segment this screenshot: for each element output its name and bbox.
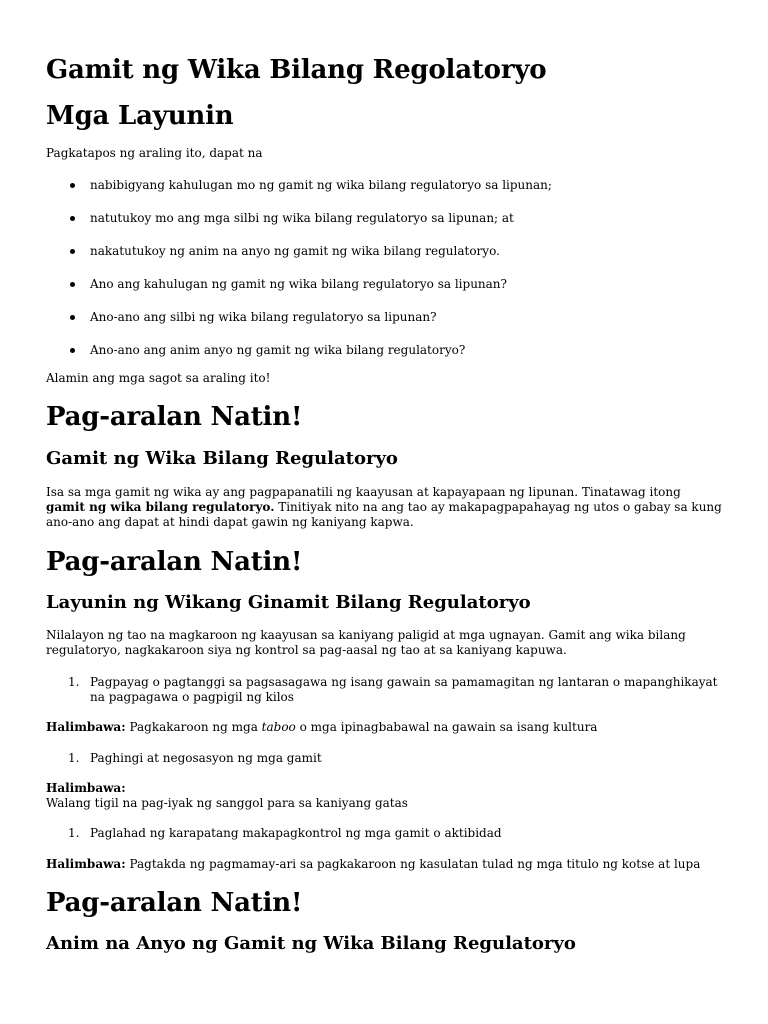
section2-heading: Pag-aralan Natin! <box>46 547 303 577</box>
bullet-icon <box>70 249 75 254</box>
numbered-list <box>46 751 722 766</box>
example-text: Halimbawa: Walang tigil na pag-iyak ng sanggol para sa kaniyang gatas <box>46 781 408 810</box>
section3-heading: Pag-aralan Natin! <box>46 888 303 918</box>
section1-subheading: Gamit ng Wika Bilang Regulatoryo <box>46 448 398 469</box>
section1-paragraph: Isa sa mga gamit ng wika ay ang pagpapanatili ng kaayusan at kapayapaan ng lipunan. Tinatawag itong gamit ng wika bilang regulatoryo. Tinitiyak nito na ang tao ay makapagpapahayag ng utos o gabay sa kung ano-ano ang dapat at hindi dapat gawin ng kaniyang kapwa. <box>46 485 722 529</box>
document-title: Gamit ng Wika Bilang Regolatoryo <box>46 55 547 85</box>
section2-subheading: Layunin ng Wikang Ginamit Bilang Regulatoryo <box>46 592 531 613</box>
list-item: 1. Pagpayag o pagtanggi sa pagsasagawa ng isang gawain sa pamamagitan ng lantaran o mapanghikayat na pagpagawa o pagpigil ng kilos <box>68 675 718 704</box>
list-item: Ano ang kahulugan ng gamit ng wika bilang regulatoryo sa lipunan? <box>46 277 552 310</box>
list-number: 1. <box>68 751 80 765</box>
example-label: Halimbawa: <box>46 857 126 871</box>
section2-paragraph: Nilalayon ng tao na magkaroon ng kaayusan sa kaniyang paligid at mga ugnayan. Gamit ang wika bilang regulatoryo, nagkakaroon siya ng kontrol sa pag-aasal ng tao at sa kaniyang kapuwa. <box>46 628 686 657</box>
bullet-icon <box>70 183 75 188</box>
list-item: Ano-ano ang silbi ng wika bilang regulatoryo sa lipunan? <box>46 310 552 343</box>
list-item: 1. Paghingi at negosasyon ng mga gamit <box>68 751 322 765</box>
numbered-list <box>46 826 722 841</box>
closing-text: Alamin ang mga sagot sa araling ito! <box>46 371 271 385</box>
section1-heading: Pag-aralan Natin! <box>46 402 303 432</box>
bullet-icon <box>70 216 75 221</box>
list-item: Ano-ano ang anim anyo ng gamit ng wika bilang regulatoryo? <box>46 343 552 376</box>
bullet-icon <box>70 348 75 353</box>
example-label: Halimbawa: <box>46 781 126 795</box>
list-number: 1. <box>68 675 80 689</box>
list-number: 1. <box>68 826 80 840</box>
bold-term: gamit ng wika bilang regulatoryo. <box>46 500 275 514</box>
example-text: Halimbawa: Pagtakda ng pagmamay-ari sa pagkakaroon ng kasulatan tulad ng mga titulo ng kotse at lupa <box>46 857 701 871</box>
section3-subheading: Anim na Anyo ng Gamit ng Wika Bilang Regulatoryo <box>46 933 576 954</box>
bullet-icon <box>70 315 75 320</box>
bullet-icon <box>70 282 75 287</box>
objectives-list <box>46 178 552 376</box>
example-label: Halimbawa: <box>46 720 126 734</box>
italic-term: taboo <box>261 720 296 734</box>
intro-text: Pagkatapos ng araling ito, dapat na <box>46 146 263 160</box>
objectives-heading: Mga Layunin <box>46 101 234 131</box>
list-item: nabibigyang kahulugan mo ng gamit ng wika bilang regulatoryo sa lipunan; <box>46 178 552 211</box>
list-item: natutukoy mo ang mga silbi ng wika bilang regulatoryo sa lipunan; at <box>46 211 552 244</box>
numbered-list <box>46 675 722 705</box>
list-item: 1. Paglahad ng karapatang makapagkontrol ng mga gamit o aktibidad <box>68 826 502 840</box>
example-text: Halimbawa: Pagkakaroon ng mga taboo o mga ipinagbabawal na gawain sa isang kultura <box>46 720 598 734</box>
list-item: nakatutukoy ng anim na anyo ng gamit ng wika bilang regulatoryo. <box>46 244 552 277</box>
